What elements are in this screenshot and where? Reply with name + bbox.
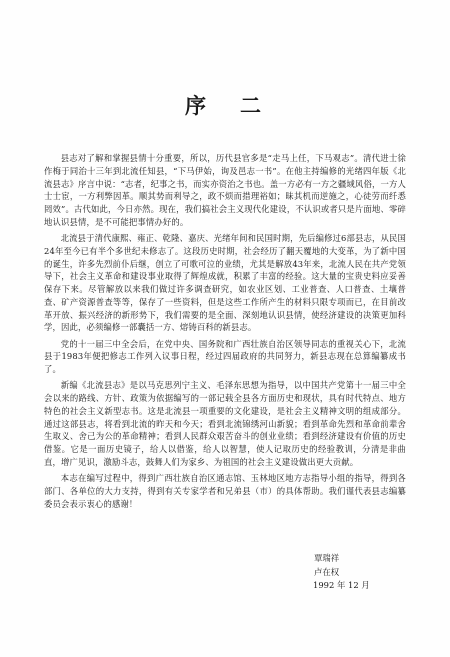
paragraph: 县志对了解和掌握县情十分重要，所以，历代县官多是“走马上任，下马观志”。清代进士徐作梅于同治十三年到北流任知县，“下马伊始，询及邑志一书”。在他主持编修的光绪四年版《北流县志》序言中说：“志者，纪事之书，而实亦资治之书也。盖一方必有一方之疆域风俗，一方人士士宦，一方利弊因革。顺其势而利导之，政不烦而措理裕如；昧其机而逆施之，心徒劳而纤悉罔效”。古代如此，今日亦然。现在，我们搞社会主义现代化建设，不认识或者只是片面地、零碎地认识县情，是不可能把事情办好的。 (44, 153, 406, 227)
paragraph: 党的十一届三中全会后，在党中央、国务院和广西壮族自治区领导同志的重视关心下，北流县于1983年便把修志工作列入议事日程，经过四届政府的共同努力，新县志现在总算编纂成书了。 (44, 338, 406, 374)
title-char-2: 二 (240, 93, 265, 118)
signature-block (314, 552, 370, 593)
page-title (0, 90, 450, 120)
signatory-name: 卢在权 (314, 566, 340, 577)
title-char-1: 序 (185, 93, 210, 118)
paragraph: 新编《北流县志》是以马克思列宁主义、毛泽东思想为指导，以中国共产党第十一届三中全会以来的路线、方针、政策为依据编写的一部记载全县各方面历史和现状，具有时代特点、地方特色的社会主义新型志书。这是北流县一项重要的文化建设，是社会主义精神文明的组成部分。通过这部县志，将看到北流的昨天和今天；看到北流锦绣河山新貌；看到革命先烈和革命前辈舍生取义、舍己为公的革命精神；看到人民群众艰苦奋斗的创业业绩；看到经济建设有价值的历史借鉴。它是一面历史镜子，给人以借鉴，给人以智慧，使人记取历史的经验教训，分清是非曲直，增广见识，激励斗志，鼓舞人们为家乡、为祖国的社会主义建设做出更大贡献。 (44, 380, 406, 467)
document-date: 1992 年 12 月 (313, 580, 370, 590)
paragraph: 北流县于清代康熙、雍正、乾隆、嘉庆、光绪年间和民国时期，先后编修过6部县志，从民国24年至今已有半个多世纪未修志了。这段历史时期，社会经历了翻天覆地的大变革，为了新中国的诞生，许多先烈前仆后继，创立了可歌可泣的业绩，尤其是解放43年来，北流人民在共产党领导下，社会主义革命和建设事业取得了辉煌成就，积累了丰富的经验。这大量的宝贵史料应妥善保存下来。尽管解放以来我们做过许多调查研究，如农业区划、工业普查、人口普查、土壤普查、矿产资源普查等等，保存了一些资料，但是这些工作所产生的材料只限专项而已，在目前改革开放、振兴经济的新形势下，我们需要的是全面、深刻地认识县情，使经济建设的决策更加科学，因此，必须编修一部囊括一方、熔铸百科的新县志。 (44, 233, 406, 333)
paragraph: 本志在编写过程中，得到广西壮族自治区通志馆、玉林地区地方志指导小组的指导，得到各部门、各单位的大力支持，得到有关专家学者和兄弟县（市）的具体帮助。我们谨代表县志编纂委员会表示衷心的感谢！ (44, 473, 406, 509)
body-text (44, 152, 406, 514)
signatory-name: 覃瑞祥 (314, 553, 340, 563)
